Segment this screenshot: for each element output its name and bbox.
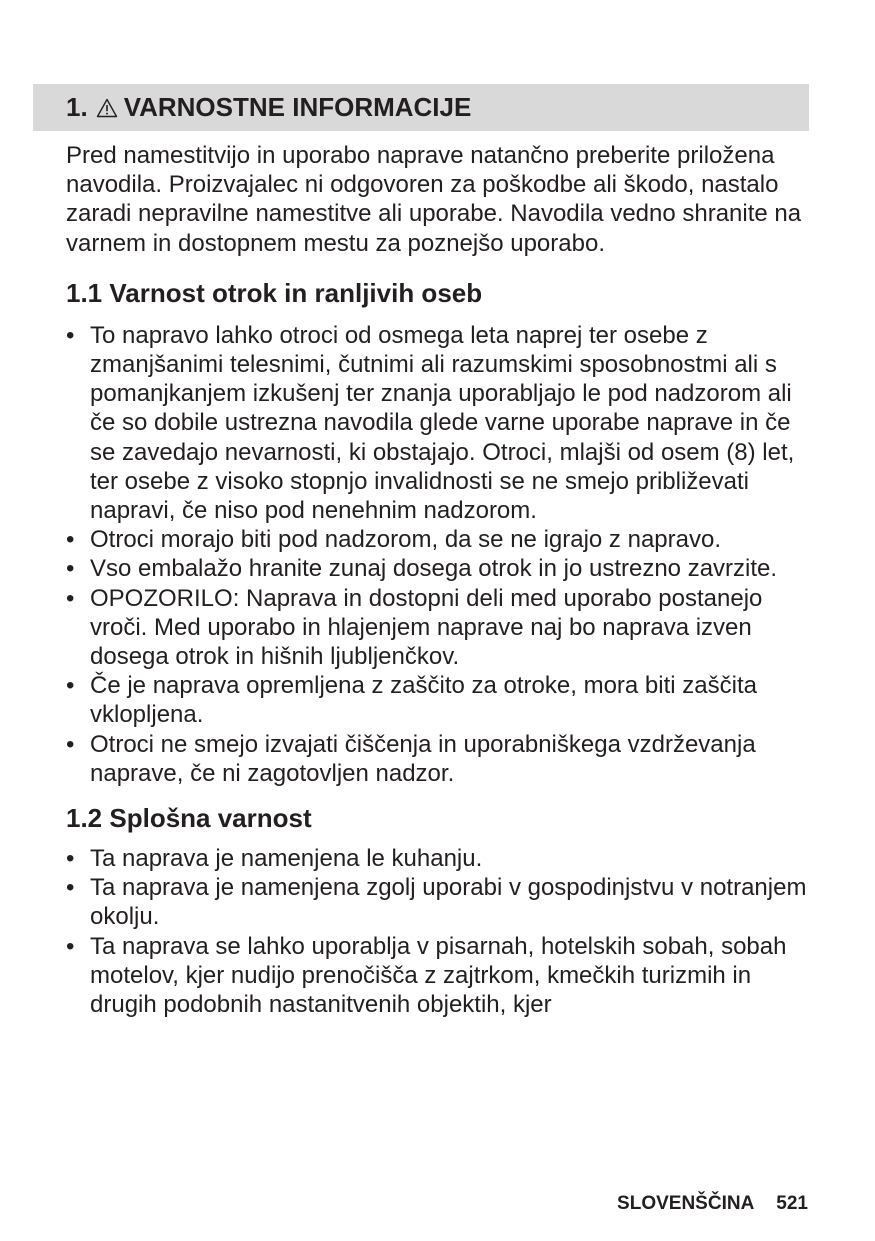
children-safety-list — [66, 321, 816, 788]
bullet-icon: • — [66, 730, 75, 758]
section-header — [33, 84, 809, 131]
page-footer — [617, 1193, 808, 1215]
bullet-icon: • — [66, 526, 75, 554]
list-item: • OPOZORILO: Naprava in dostopni deli med uporabo postanejo vroči. Med uporabo in hlajenjem naprave naj bo naprava izven dosega otrok in hišnih ljubljenčkov. — [66, 584, 763, 671]
bullet-icon: • — [66, 845, 75, 873]
list-item: • Ta naprava je namenjena le kuhanju. — [66, 845, 483, 873]
footer-language: SLOVENŠČINA — [617, 1193, 755, 1214]
list-item: • Otroci ne smejo izvajati čiščenja in uporabniškega vzdrževanja naprave, če ni zagotovljen nadzor. — [66, 730, 756, 787]
bullet-icon: • — [66, 672, 75, 700]
intro-paragraph: Pred namestitvijo in uporabo naprave natančno preberite priložena navodila. Proizvajalec ni odgovoren za poškodbe ali škodo, nastalo zaradi nepravilne namestitve ali uporabe. Navodila vedno shranite na varnem in dostopnem mestu za poznejšo uporabo. — [66, 142, 802, 257]
bullet-icon: • — [66, 555, 75, 583]
list-item: • To napravo lahko otroci od osmega leta naprej ter osebe z zmanjšanimi telesnimi, čutnimi ali razumskimi sposobnostmi ali s pomanjkanjem izkušenj ter znanja uporabljajo le pod nadzorom ali če so dobile ustrezna navodila glede varne uporabe naprave in če se zavedajo nevarnosti, ki obstajajo. Otroci, mlajši od osem (8) let, ter osebe z visoko stopnjo invalidnosti se ne smejo približevati napravi, če niso pod nenehnim nadzorom. — [66, 321, 795, 525]
bullet-icon: • — [66, 584, 75, 612]
list-item: • Ta naprava je namenjena zgolj uporabi v gospodinjstvu v notranjem okolju. — [66, 874, 807, 931]
page-number: 521 — [776, 1193, 808, 1214]
section-number: 1. — [66, 92, 88, 122]
section-title: VARNOSTNE INFORMACIJE — [123, 92, 472, 122]
subsection-heading-general-safety: 1.2 Splošna varnost — [66, 803, 312, 834]
bullet-icon: • — [66, 932, 75, 960]
list-item: • Otroci morajo biti pod nadzorom, da se ne igrajo z napravo. — [66, 526, 721, 554]
list-item: • Vso embalažo hranite zunaj dosega otrok in jo ustrezno zavrzite. — [66, 555, 778, 583]
warning-triangle-icon — [96, 98, 118, 118]
list-item: • Če je naprava opremljena z zaščito za otroke, mora biti zaščita vklopljena. — [66, 672, 757, 729]
list-item: • Ta naprava se lahko uporablja v pisarnah, hotelskih sobah, sobah motelov, kjer nudijo prenočišča z zajtrkom, kmečkih turizmih in drugih podobnih nastanitvenih objektih, kjer — [66, 932, 787, 1019]
general-safety-list — [66, 844, 816, 1019]
bullet-icon: • — [66, 874, 75, 902]
bullet-icon: • — [66, 321, 75, 349]
document-body — [66, 141, 816, 1019]
subsection-heading-children-safety: 1.1 Varnost otrok in ranljivih oseb — [66, 277, 483, 308]
